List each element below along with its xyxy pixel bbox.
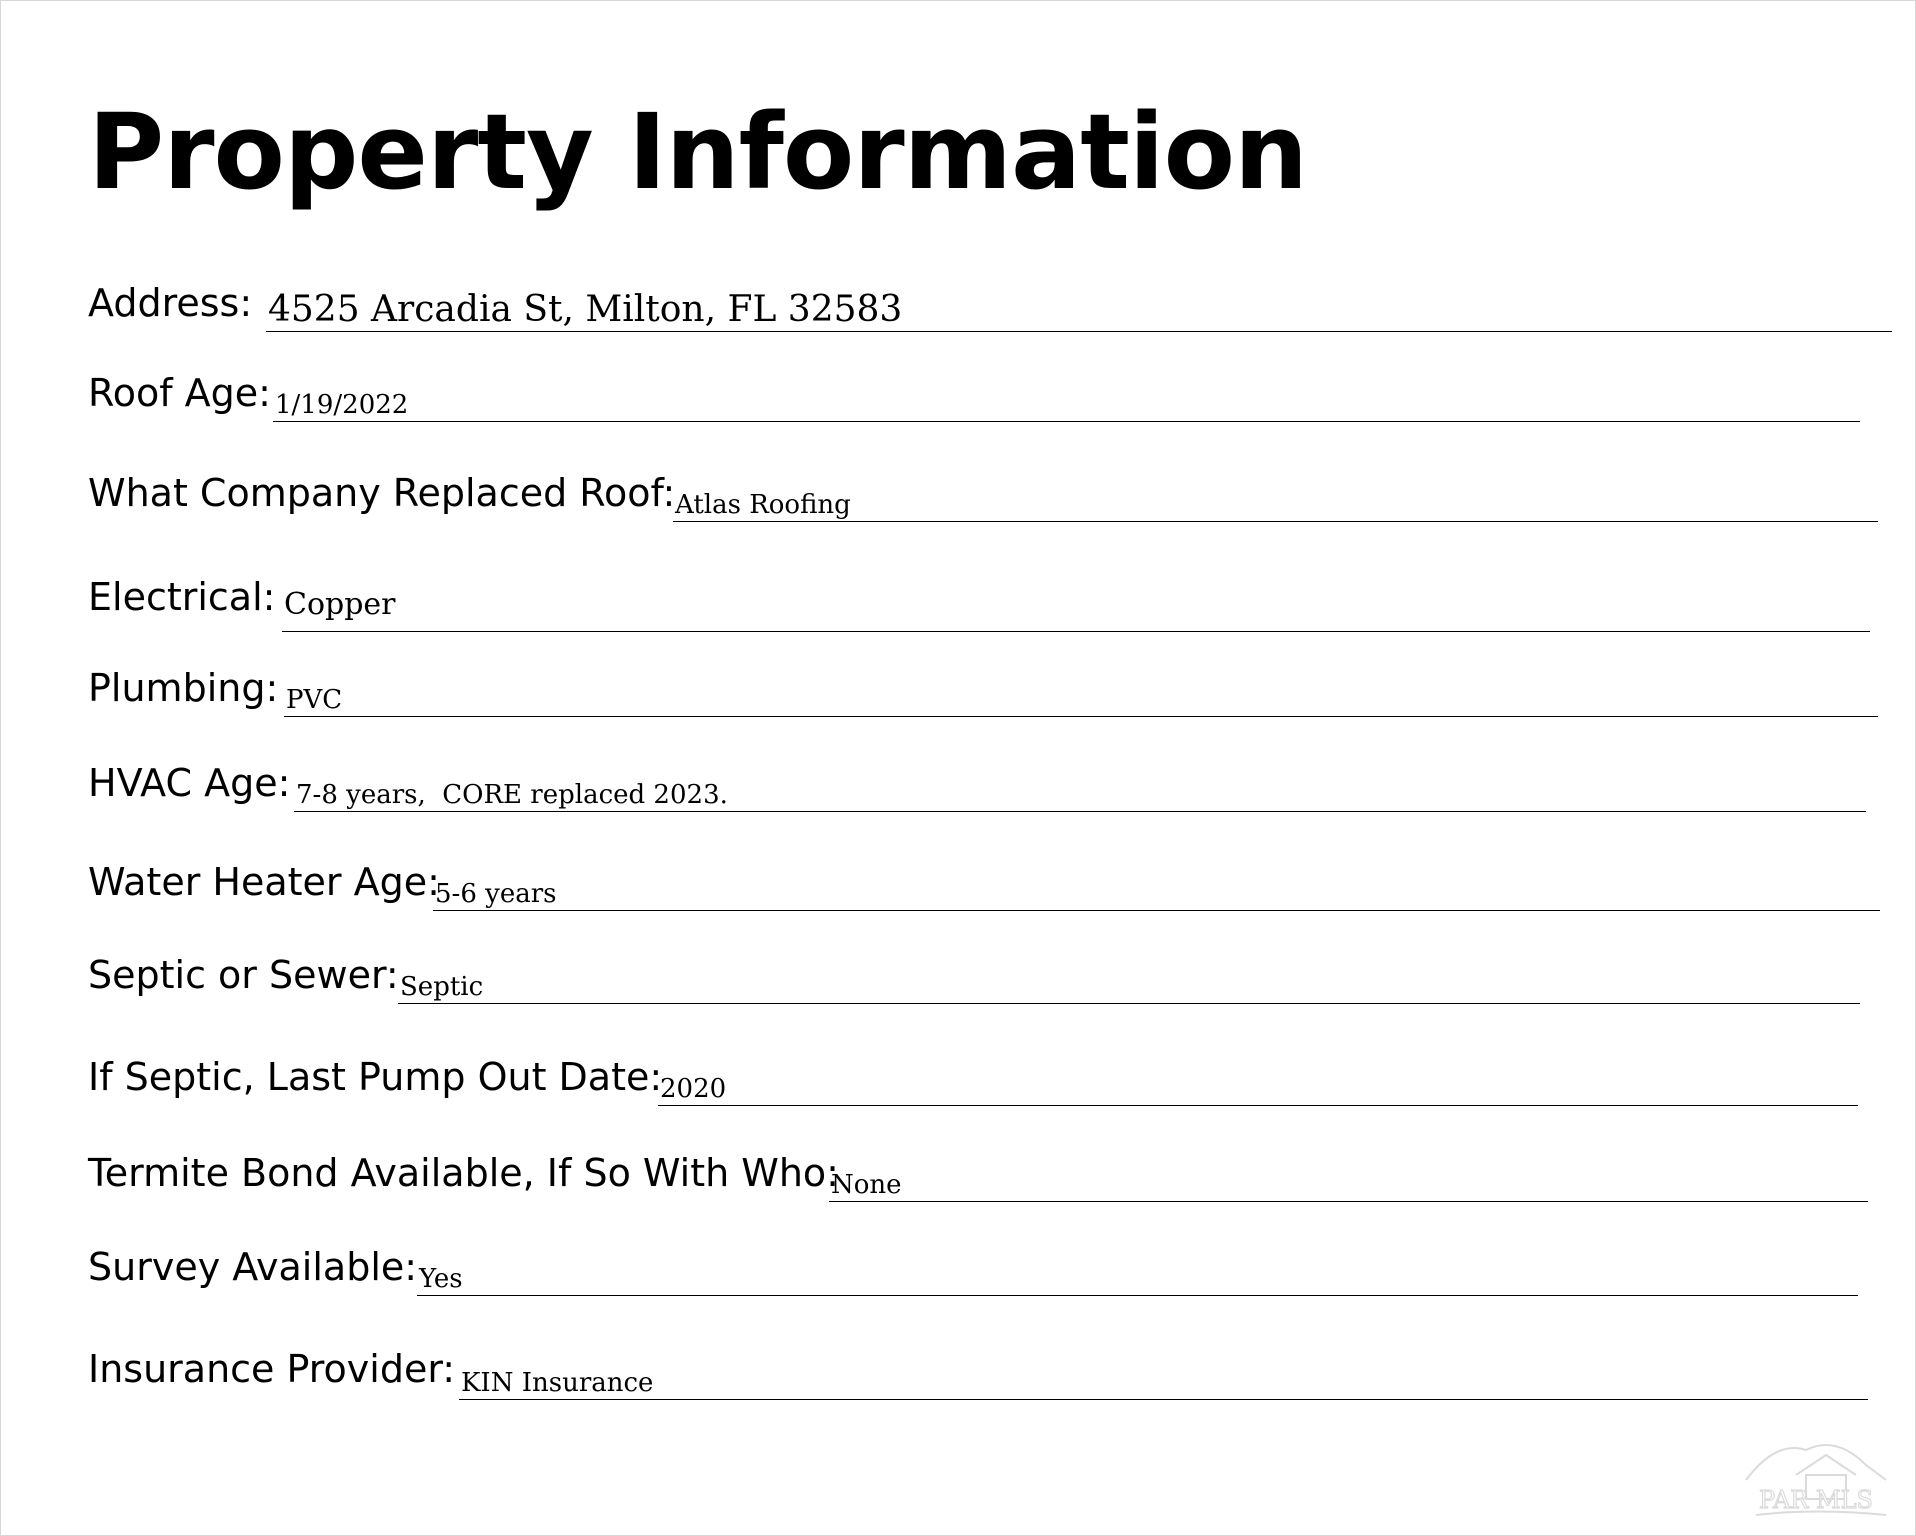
form-row-insurance-provider bbox=[88, 1340, 1868, 1400]
field-label: Survey Available: bbox=[88, 1245, 418, 1289]
form-row-roof-company bbox=[88, 462, 1878, 522]
field-value: None bbox=[831, 1170, 902, 1200]
form-row-survey-available bbox=[88, 1236, 1858, 1296]
form-row-roof-age bbox=[88, 362, 1860, 422]
field-value: PVC bbox=[286, 685, 343, 715]
field-label: Termite Bond Available, If So With Who: bbox=[88, 1151, 839, 1195]
form-row-address bbox=[88, 272, 1892, 332]
watermark-logo bbox=[1736, 1420, 1896, 1530]
underline bbox=[658, 1105, 1858, 1106]
form-row-water-heater-age bbox=[88, 851, 1880, 911]
underline bbox=[294, 811, 1866, 812]
form-row-electrical bbox=[88, 572, 1870, 632]
field-label: Water Heater Age: bbox=[88, 860, 440, 904]
field-value: Yes bbox=[419, 1264, 463, 1294]
form-row-hvac-age bbox=[88, 752, 1866, 812]
field-value: Atlas Roofing bbox=[675, 490, 851, 520]
field-value: 4525 Arcadia St, Milton, FL 32583 bbox=[268, 289, 903, 330]
form-row-plumbing bbox=[88, 657, 1878, 717]
underline bbox=[273, 421, 1860, 422]
underline bbox=[284, 716, 1878, 717]
underline bbox=[398, 1003, 1860, 1004]
field-value: Septic bbox=[400, 972, 484, 1002]
watermark-text: PAR MLS bbox=[1759, 1486, 1873, 1514]
underline bbox=[829, 1201, 1868, 1202]
field-label: Septic or Sewer: bbox=[88, 953, 399, 997]
field-label: If Septic, Last Pump Out Date: bbox=[88, 1055, 663, 1099]
field-value: Copper bbox=[284, 587, 396, 622]
form-row-septic-or-sewer bbox=[88, 944, 1860, 1004]
field-value: KIN Insurance bbox=[461, 1368, 654, 1398]
field-label: Roof Age: bbox=[88, 371, 271, 415]
field-value: 2020 bbox=[660, 1074, 727, 1104]
underline bbox=[266, 331, 1892, 332]
field-value: 1/19/2022 bbox=[275, 390, 409, 420]
underline bbox=[282, 631, 1870, 632]
field-label: Insurance Provider: bbox=[88, 1347, 456, 1391]
field-label: HVAC Age: bbox=[88, 761, 291, 805]
field-label: Electrical: bbox=[88, 575, 276, 619]
underline bbox=[417, 1295, 1858, 1296]
form-row-termite-bond bbox=[88, 1142, 1868, 1202]
form-row-pump-out-date bbox=[88, 1046, 1858, 1106]
page-title: Property Information bbox=[88, 91, 1308, 213]
field-label: Address: bbox=[88, 281, 253, 325]
field-label: Plumbing: bbox=[88, 666, 279, 710]
underline bbox=[459, 1399, 1868, 1400]
underline bbox=[673, 521, 1878, 522]
underline bbox=[433, 910, 1880, 911]
field-label: What Company Replaced Roof: bbox=[88, 471, 676, 515]
field-value: 7-8 years, CORE replaced 2023. bbox=[296, 780, 728, 810]
field-value: 5-6 years bbox=[435, 879, 557, 909]
